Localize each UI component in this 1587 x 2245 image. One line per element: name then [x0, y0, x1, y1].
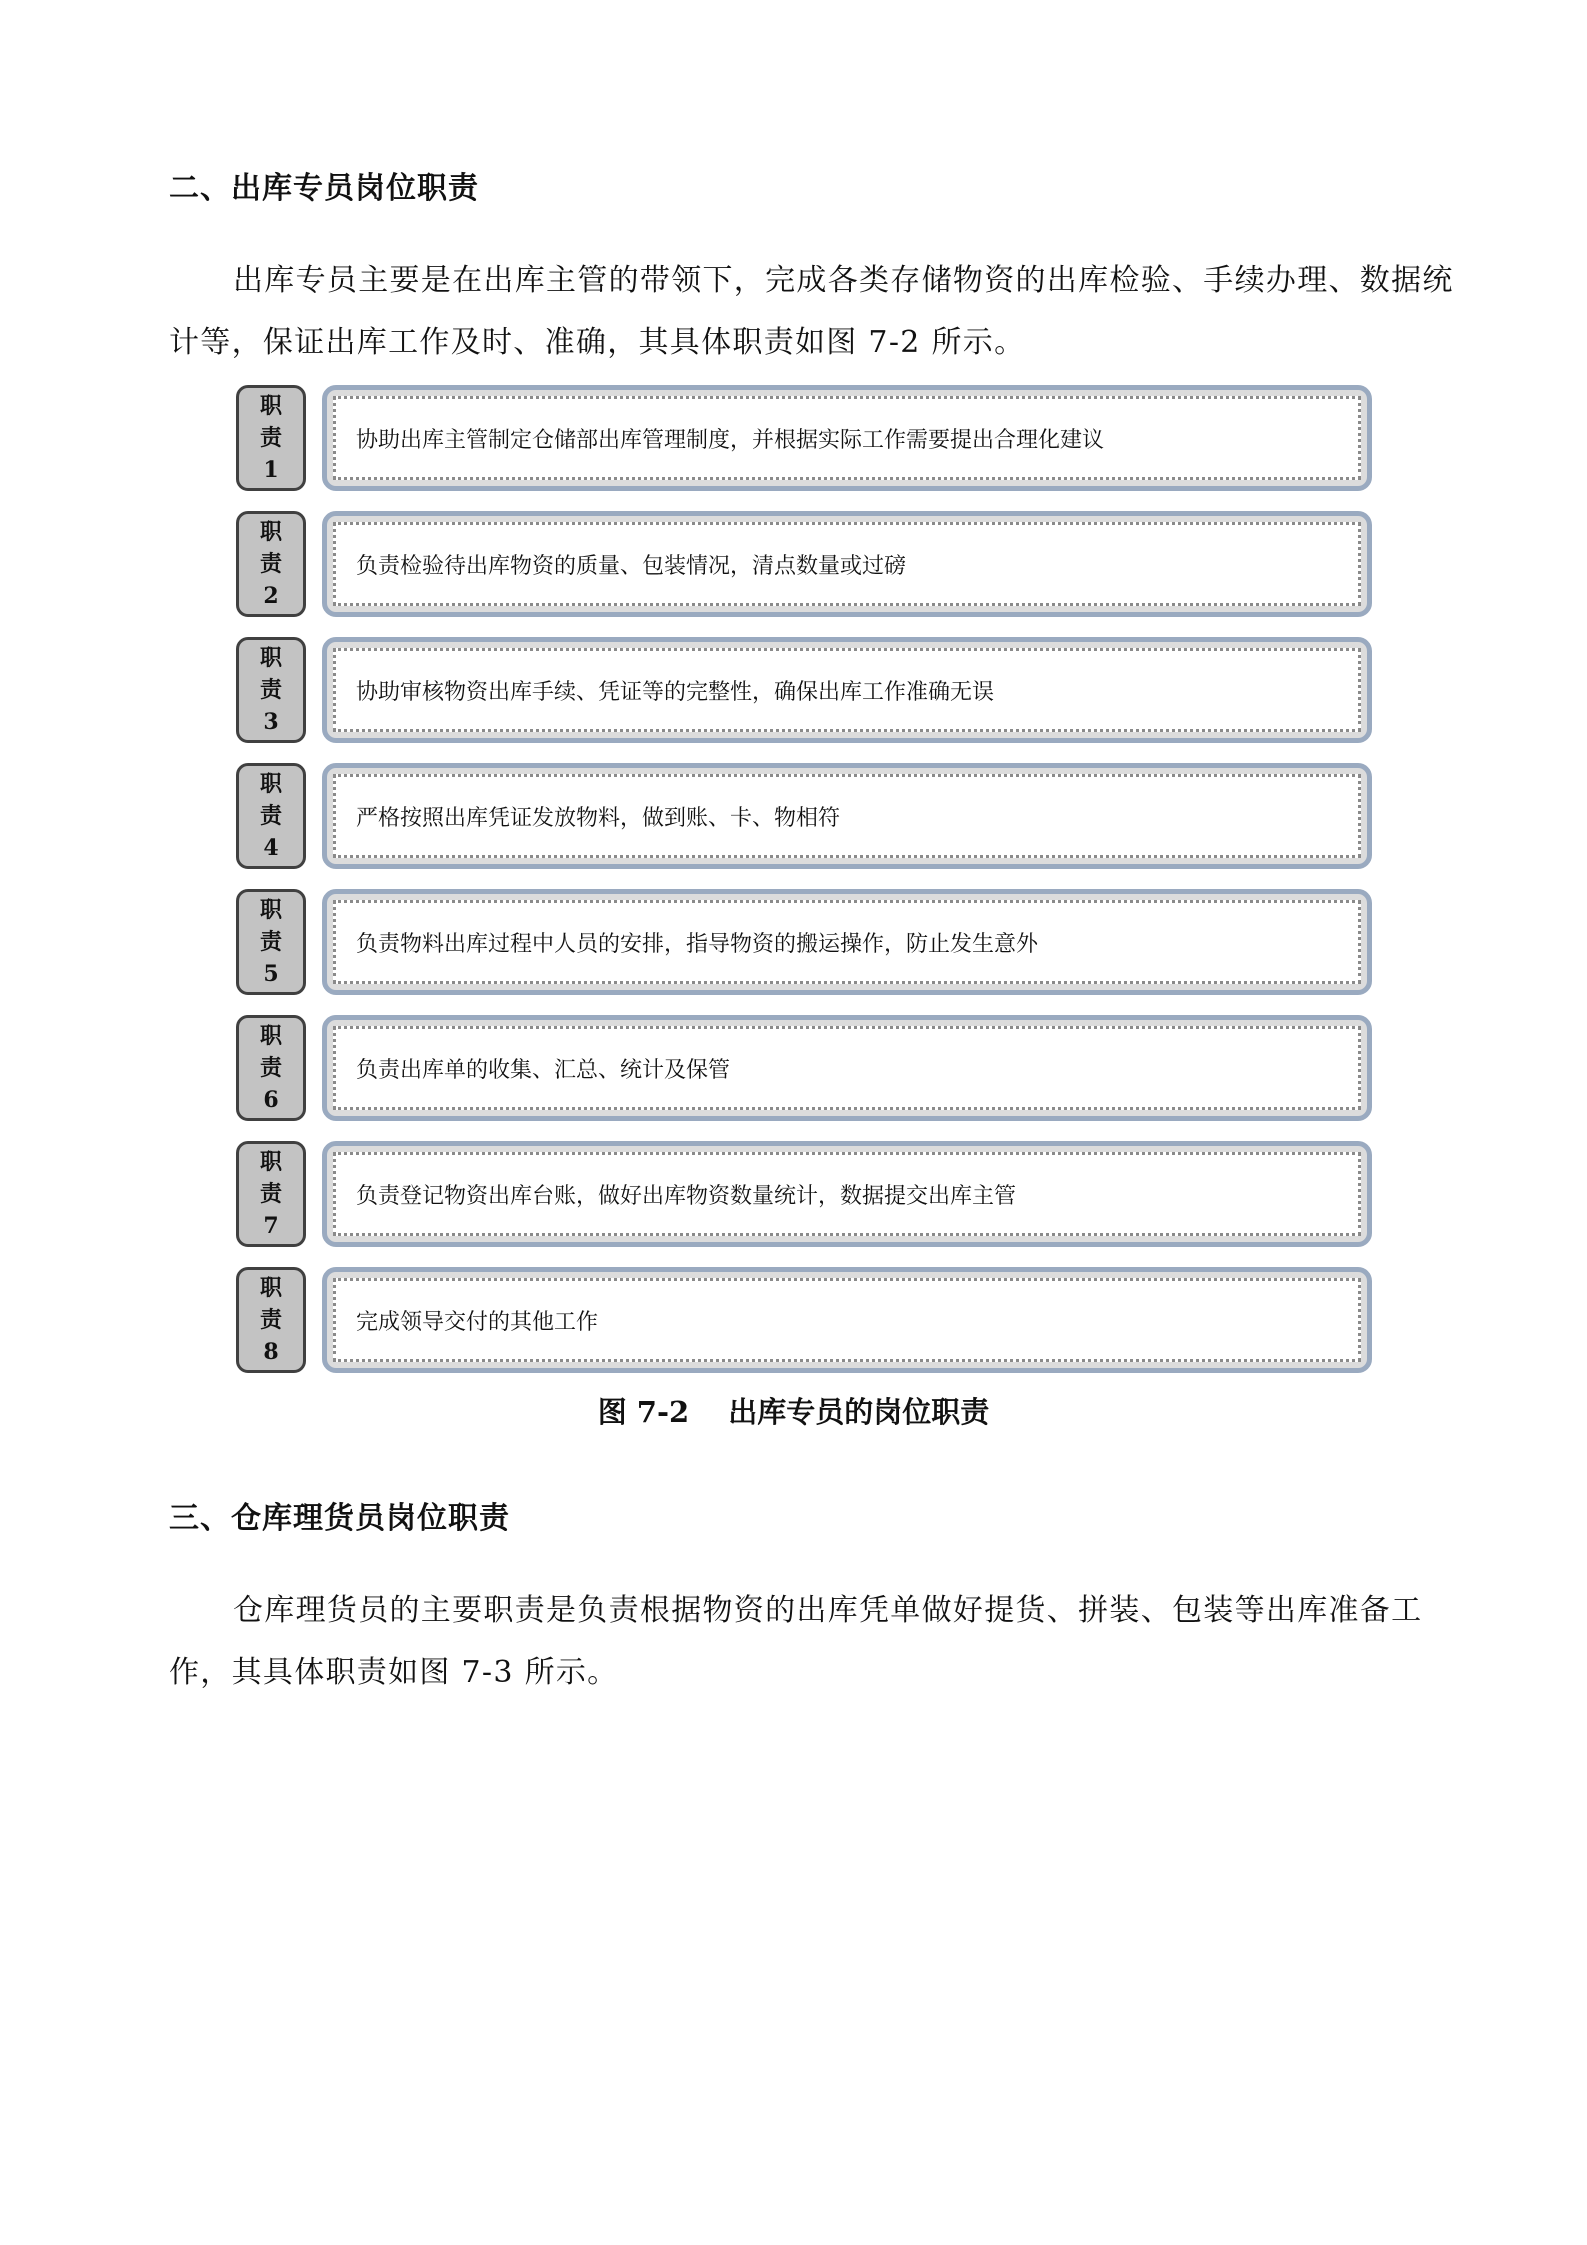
badge-char: 职: [259, 645, 282, 671]
duty-text: 负责出库单的收集、汇总、统计及保管: [333, 1026, 1361, 1110]
duty-box: [322, 1267, 1372, 1373]
duty-row: [236, 763, 1372, 871]
badge-char: 职: [259, 519, 282, 545]
badge-char: 职: [259, 897, 282, 923]
badge-char: 责: [259, 551, 282, 577]
duty-box: [322, 1015, 1372, 1121]
badge-number: 8: [263, 1339, 279, 1365]
duty-row: [236, 889, 1372, 997]
badge-number: 2: [263, 583, 279, 609]
section-paragraph: 仓库理货员的主要职责是负责根据物资的出库凭单做好提货、拼装、包装等出库准备工作，其具体职责如图 7-3 所示。: [169, 1593, 1423, 1690]
section-heading: 二、出库专员岗位职责: [169, 171, 479, 206]
duty-text: 严格按照出库凭证发放物料，做到账、卡、物相符: [333, 774, 1361, 858]
duty-badge: [236, 1267, 306, 1373]
badge-number: 6: [263, 1087, 279, 1113]
badge-char: 职: [259, 393, 282, 419]
duty-text: 负责登记物资出库台账，做好出库物资数量统计，数据提交出库主管: [333, 1152, 1361, 1236]
duty-row: [236, 1267, 1372, 1375]
duty-row: [236, 1015, 1372, 1123]
figure-caption: 图 7-2 出库专员的岗位职责: [597, 1395, 990, 1429]
duty-box: [322, 763, 1372, 869]
duty-badge: [236, 511, 306, 617]
badge-char: 责: [259, 1055, 282, 1081]
duty-badge: [236, 385, 306, 491]
duty-box: [322, 889, 1372, 995]
duty-badge: [236, 1141, 306, 1247]
duty-text: 负责检验待出库物资的质量、包装情况，清点数量或过磅: [333, 522, 1361, 606]
badge-number: 1: [263, 457, 279, 483]
duty-row: [236, 511, 1372, 619]
duty-row: [236, 637, 1372, 745]
duty-box: [322, 385, 1372, 491]
duty-badge: [236, 889, 306, 995]
duty-badge: [236, 1015, 306, 1121]
section-heading: 三、仓库理货员岗位职责: [169, 1501, 510, 1536]
badge-number: 7: [263, 1213, 279, 1239]
duty-box: [322, 1141, 1372, 1247]
badge-number: 3: [263, 709, 279, 735]
badge-char: 责: [259, 929, 282, 955]
duty-text: 负责物料出库过程中人员的安排，指导物资的搬运操作，防止发生意外: [333, 900, 1361, 984]
badge-char: 责: [259, 803, 282, 829]
duty-text: 协助出库主管制定仓储部出库管理制度，并根据实际工作需要提出合理化建议: [333, 396, 1361, 480]
duty-badge: [236, 637, 306, 743]
badge-number: 5: [263, 961, 279, 987]
badge-number: 4: [263, 835, 279, 861]
duty-text: 完成领导交付的其他工作: [333, 1278, 1361, 1362]
badge-char: 职: [259, 1023, 282, 1049]
duty-box: [322, 637, 1372, 743]
duty-text: 协助审核物资出库手续、凭证等的完整性，确保出库工作准确无误: [333, 648, 1361, 732]
section-paragraph: 出库专员主要是在出库主管的带领下，完成各类存储物资的出库检验、手续办理、数据统计等，保证出库工作及时、准确，其具体职责如图 7-2 所示。: [169, 263, 1454, 360]
badge-char: 责: [259, 677, 282, 703]
badge-char: 责: [259, 425, 282, 451]
badge-char: 责: [259, 1307, 282, 1333]
badge-char: 责: [259, 1181, 282, 1207]
badge-char: 职: [259, 1149, 282, 1175]
badge-char: 职: [259, 1275, 282, 1301]
duty-row: [236, 1141, 1372, 1249]
duty-row: [236, 385, 1372, 493]
duty-badge: [236, 763, 306, 869]
duty-box: [322, 511, 1372, 617]
badge-char: 职: [259, 771, 282, 797]
